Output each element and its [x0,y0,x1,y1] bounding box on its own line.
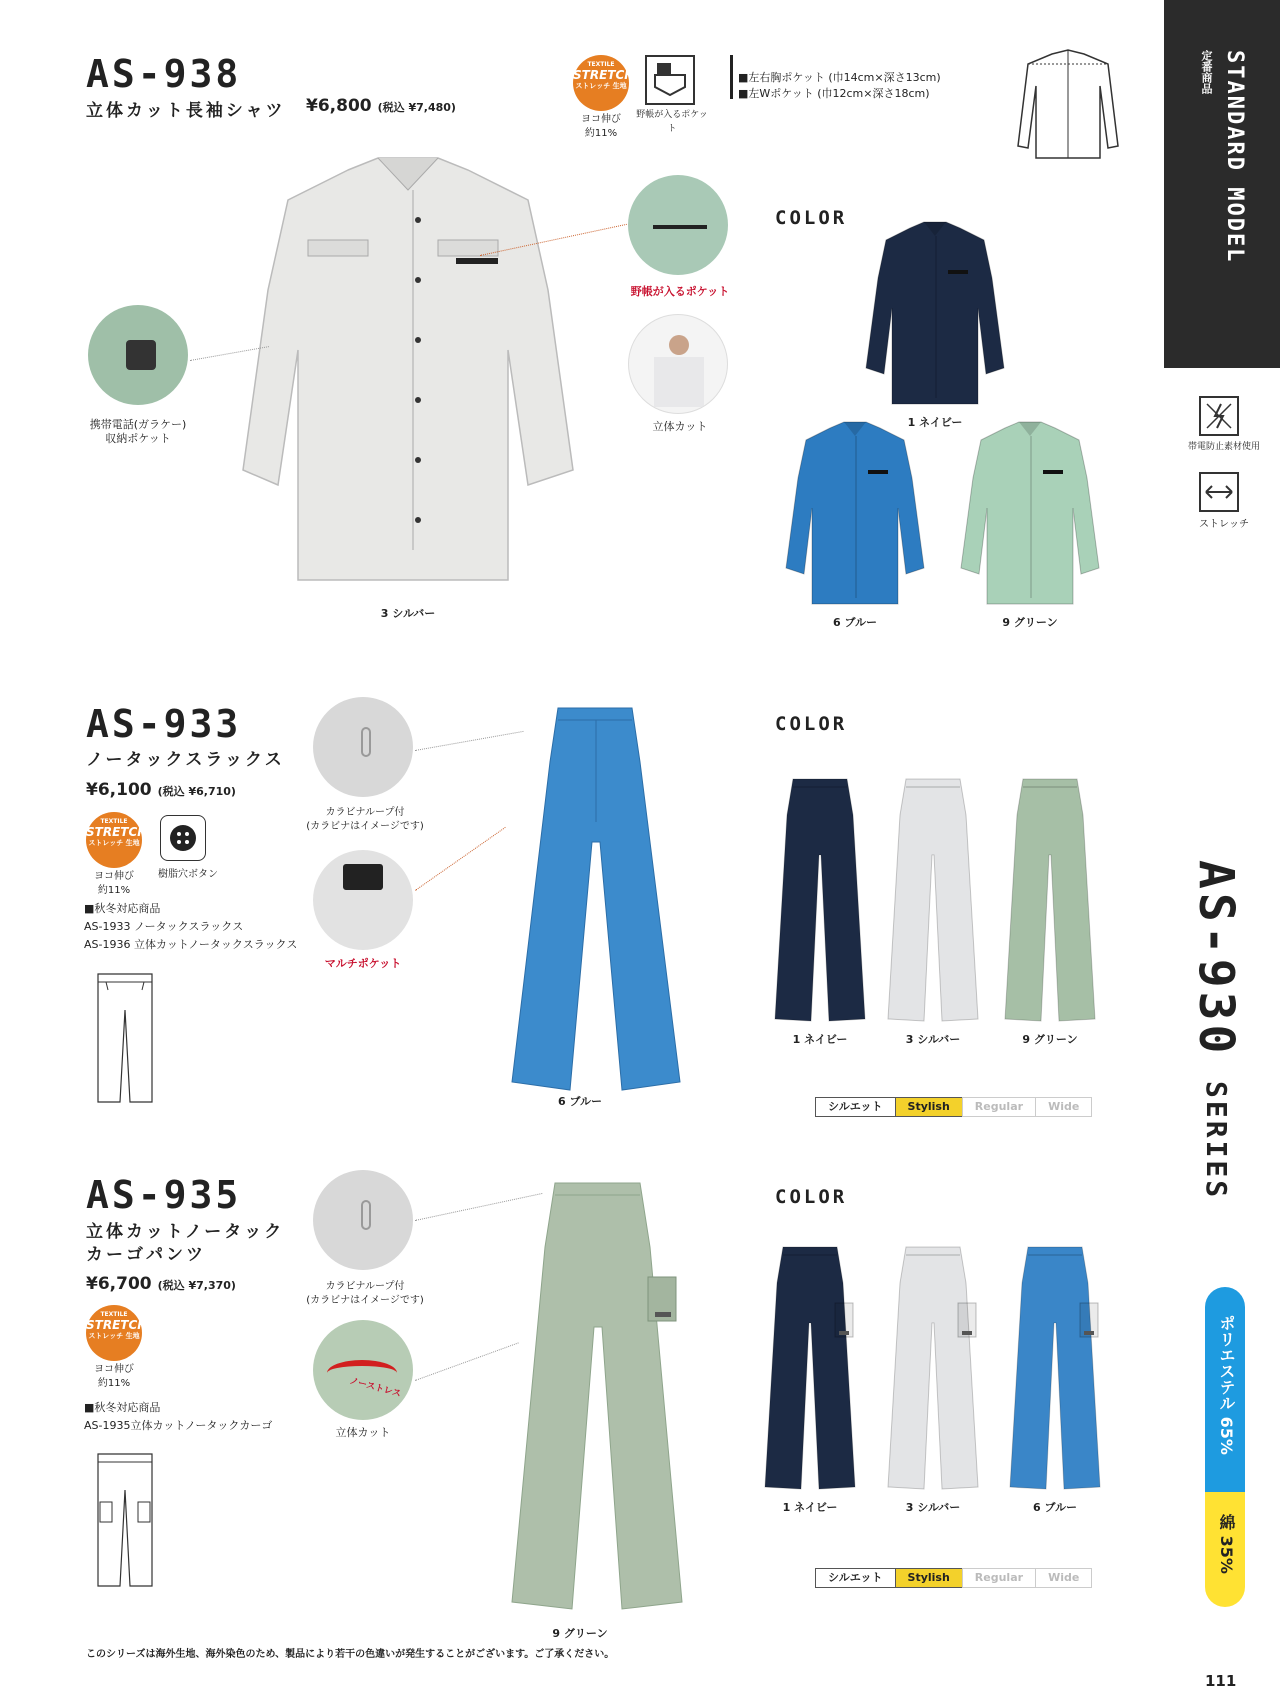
multi-pocket-leader [415,827,506,891]
cargo-model: AS-935 [86,1173,242,1217]
slacks-color-variant [765,775,875,1047]
cargo-color-label: 1 ネイビー [782,1501,838,1514]
slacks-price: ¥6,100 [86,780,152,800]
shirt-color-variant [955,418,1105,630]
shirt-color-label: 9 グリーン [1002,616,1058,629]
cargo-color-image [755,1243,865,1497]
series-title [1188,860,1244,1200]
antistatic-icon [1199,396,1239,436]
cargo-color-label: 6 ブルー [1032,1501,1078,1514]
slacks-note-2: AS-1933 ノータックスラックス [84,920,244,933]
shirt-price: ¥6,800 [306,96,372,116]
cut-caption: 立体カット [652,420,708,433]
shirt-model: AS-938 [86,52,242,96]
shirt-spec-1: ■左右胸ポケット (巾14cm×深さ13cm) [738,71,941,84]
shirt-spec-2: ■左Wポケット (巾12cm×深さ18cm) [738,87,930,100]
stretch-badge-caption: ヨコ伸び 約11% [581,114,621,139]
cargo-color-image [878,1243,988,1497]
cargo-main-image [500,1177,700,1617]
cargo-name-2: カーゴパンツ [86,1245,206,1265]
silhouette-label: シルエット [815,1097,896,1117]
slacks-tax: (税込 ¥6,710) [157,785,236,798]
cargo-cut-caption: 立体カット [335,1426,391,1439]
stretch-badge: TEXTILE STRETCH ストレッチ 生地 [573,55,629,111]
shirt-tax: (税込 ¥7,480) [377,101,456,114]
cargo-price-row [86,1274,236,1294]
cargo-note-2: AS-1935立体カットノータックカーゴ [84,1419,273,1432]
slacks-flat-sketch [94,970,156,1106]
slacks-silhouette-bar [815,1097,1091,1117]
shirt-color-variant [780,418,930,630]
slacks-color-label: 1 ネイビー [792,1033,848,1046]
shirt-main-caption: 3 シルバー [380,607,436,620]
shirt-color-heading: COLOR [775,207,848,229]
slacks-color-heading: COLOR [775,713,848,735]
shirt-main-image [228,150,588,590]
slacks-color-label: 3 シルバー [905,1033,961,1046]
slacks-main-image [500,702,690,1094]
slacks-stretch-badge: TEXTILE STRETCH ストレッチ 生地 [86,812,142,868]
cargo-carabiner-closeup [313,1170,413,1270]
cargo-note-1: ■秋冬対応商品 [84,1401,161,1414]
cargo-color-label: 3 シルバー [905,1501,961,1514]
slacks-color-image [878,775,988,1029]
silhouette-label: シルエット [815,1568,896,1588]
slacks-note-3: AS-1936 立体カットノータックスラックス [84,938,298,951]
slacks-color-image [995,775,1105,1029]
phone-pocket-caption: 携帯電話(ガラケー) 収納ポケット [89,418,187,445]
cargo-price: ¥6,700 [86,1274,152,1294]
slacks-color-variant [878,775,988,1047]
multi-pocket-caption: マルチポケット [324,957,402,970]
series-code: AS-930 [1188,860,1244,1058]
notebook-pocket-caption: 野帳が入るポケット [630,285,730,298]
slacks-badge-caption: ヨコ伸び 約11% [94,871,134,896]
pocket-icon [645,55,695,105]
cotton-label: 綿 35% [1217,1514,1236,1574]
shirt-price-row [306,96,456,116]
cargo-main-caption: 9 グリーン [552,1627,608,1640]
polyester-label: ポリエステル 65% [1217,1315,1236,1455]
silhouette-wide: Wide [1035,1568,1092,1588]
standard-model-tab [1164,0,1280,368]
resin-button-caption: 樹脂穴ボタン [158,869,218,880]
shirt-color-variant [860,218,1010,430]
slacks-model: AS-933 [86,702,242,746]
stretch-icon [1199,472,1239,512]
cargo-color-variant [755,1243,865,1515]
cargo-name-1: 立体カットノータック [86,1222,285,1242]
pocket-icon-caption: 野帳が入るポケット [636,110,708,134]
slacks-note-1: ■秋冬対応商品 [84,902,161,915]
resin-button-icon [160,815,206,861]
silhouette-wide: Wide [1035,1097,1092,1117]
slacks-price-row [86,780,236,800]
antistatic-label: 帯電防止素材使用 [1187,442,1260,452]
carabiner-caption: カラビナループ付 (カラビナはイメージです) [306,807,424,832]
shirt-color-image [860,218,1010,412]
slacks-name: ノータックスラックス [86,750,285,770]
cotton-segment [1205,1492,1245,1607]
slacks-main-caption: 6 ブルー [557,1095,603,1108]
standard-model-label: STANDARD MODEL [1222,50,1247,264]
carabiner-closeup [313,697,413,797]
slacks-color-label: 9 グリーン [1022,1033,1078,1046]
standard-model-ja: 定番商品 [1200,50,1213,94]
series-suffix: SERIES [1200,1081,1233,1201]
shirt-flat-sketch [1012,46,1124,164]
cargo-carabiner-caption: カラビナループ付 (カラビナはイメージです) [306,1281,424,1306]
phone-pocket-closeup [88,305,188,405]
shirt-color-image [955,418,1105,612]
slacks-color-image [765,775,875,1029]
cargo-color-image [1000,1243,1110,1497]
polyester-segment [1205,1287,1245,1492]
cargo-silhouette-bar [815,1568,1091,1588]
stretch-label: ストレッチ [1199,519,1249,530]
notebook-pocket-closeup [628,175,728,275]
phone-image [126,340,156,370]
shirt-color-image [780,418,930,612]
cargo-color-heading: COLOR [775,1186,848,1208]
cargo-stretch-badge: TEXTILE STRETCH ストレッチ 生地 [86,1305,142,1361]
silhouette-regular: Regular [962,1097,1036,1117]
slacks-color-variant [995,775,1105,1047]
cut-closeup [628,314,728,414]
cargo-cut-closeup [313,1320,413,1420]
silhouette-stylish: Stylish [895,1097,963,1117]
cargo-color-variant [878,1243,988,1515]
shirt-color-label: 6 ブルー [832,616,878,629]
shirt-name: 立体カット長袖シャツ [86,101,286,121]
spec-divider [730,55,733,99]
silhouette-stylish: Stylish [895,1568,963,1588]
footer-note: このシリーズは海外生地、海外染色のため、製品により若干の色違いが発生することがございます。ご了承ください。 [86,1649,615,1660]
shirt-color-label: 1 ネイビー [907,416,963,429]
material-bar [1205,1287,1245,1607]
multi-pocket-closeup [313,850,413,950]
cargo-flat-sketch [94,1450,156,1590]
cargo-tax: (税込 ¥7,370) [157,1279,236,1292]
cargo-color-variant [1000,1243,1110,1515]
silhouette-regular: Regular [962,1568,1036,1588]
cargo-badge-caption: ヨコ伸び 約11% [94,1364,134,1389]
no-stress-label: ノーストレス [348,1376,403,1400]
page-number: 111 [1205,1672,1237,1690]
